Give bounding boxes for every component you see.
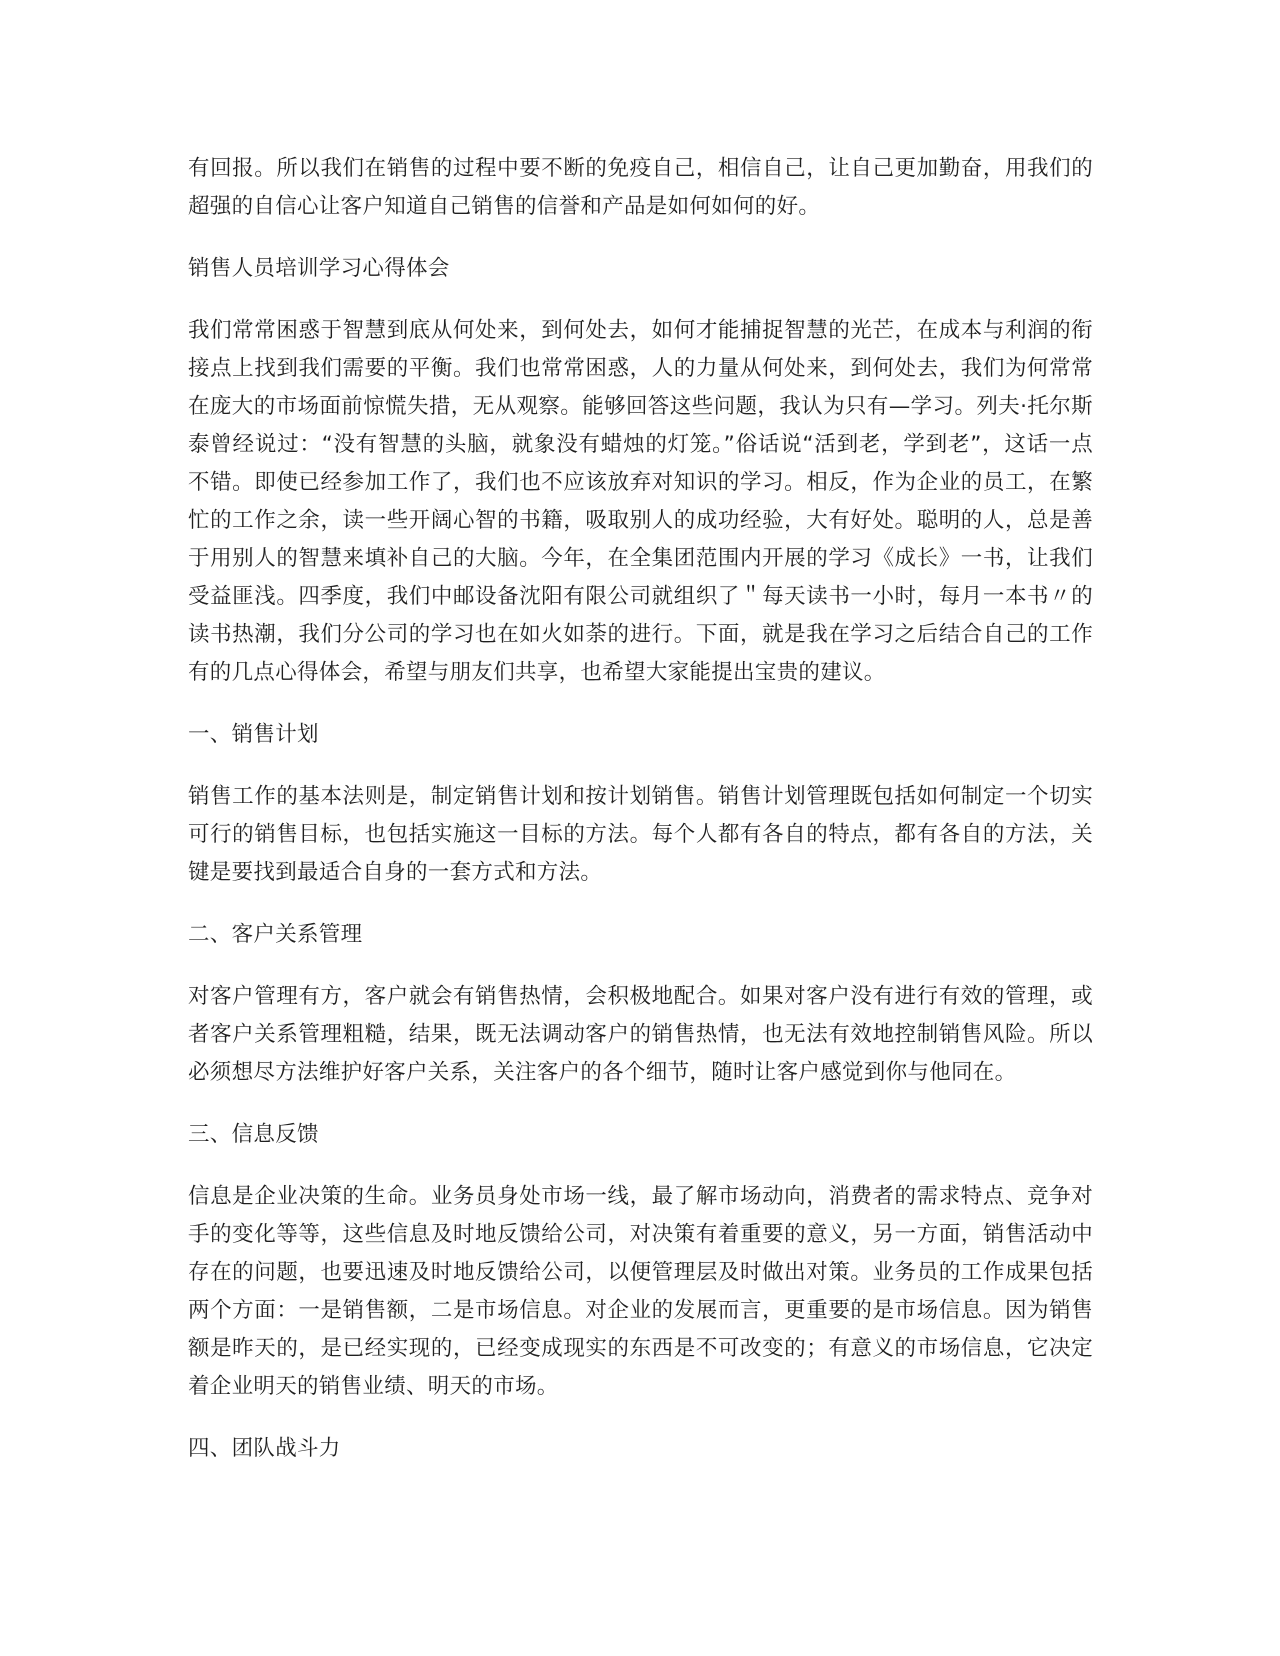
section-heading-team-strength: 四、团队战斗力 <box>188 1436 341 1461</box>
spacer <box>188 754 1093 778</box>
document-body <box>188 150 1093 1468</box>
section-heading-customer-relations: 二、客户关系管理 <box>188 922 363 947</box>
section-body-sales-plan: 销售工作的基本法则是，制定销售计划和按计划销售。销售计划管理既包括如何制定一个切实可行的销售目标，也包括实施这一目标的方法。每个人都有各自的特点，都有各自的方法，关键是要找到最适合自身的一套方式和方法。 <box>188 784 1093 885</box>
spacer <box>188 226 1093 250</box>
spacer <box>188 288 1093 312</box>
spacer <box>188 692 1093 716</box>
section-heading-info-feedback: 三、信息反馈 <box>188 1122 319 1147</box>
spacer <box>188 954 1093 978</box>
intro-paragraph: 有回报。所以我们在销售的过程中要不断的免疫自己，相信自己，让自己更加勤奋，用我们的超强的自信心让客户知道自己销售的信誉和产品是如何如何的好。 <box>188 156 1093 219</box>
spacer <box>188 1154 1093 1178</box>
article-title: 销售人员培训学习心得体会 <box>188 256 450 281</box>
spacer <box>188 892 1093 916</box>
section-body-customer-relations: 对客户管理有方，客户就会有销售热情，会积极地配合。如果对客户没有进行有效的管理，或者客户关系管理粗糙，结果，既无法调动客户的销售热情，也无法有效地控制销售风险。所以必须想尽方法维护好客户关系，关注客户的各个细节，随时让客户感觉到你与他同在。 <box>188 984 1093 1085</box>
spacer <box>188 1406 1093 1430</box>
section-heading-sales-plan: 一、销售计划 <box>188 722 319 747</box>
section-body-info-feedback: 信息是企业决策的生命。业务员身处市场一线，最了解市场动向，消费者的需求特点、竞争对手的变化等等，这些信息及时地反馈给公司，对决策有着重要的意义，另一方面，销售活动中存在的问题，也要迅速及时地反馈给公司，以便管理层及时做出对策。业务员的工作成果包括两个方面：一是销售额，二是市场信息。对企业的发展而言，更重要的是市场信息。因为销售额是昨天的，是已经实现的，已经变成现实的东西是不可改变的；有意义的市场信息，它决定着企业明天的销售业绩、明天的市场。 <box>188 1184 1093 1399</box>
opening-paragraph: 我们常常困惑于智慧到底从何处来，到何处去，如何才能捕捉智慧的光芒，在成本与利润的衔接点上找到我们需要的平衡。我们也常常困惑，人的力量从何处来，到何处去，我们为何常常在庞大的市场面前惊慌失措，无从观察。能够回答这些问题，我认为只有—学习。列夫·托尔斯泰曾经说过：“没有智慧的头脑，就象没有蜡烛的灯笼。”俗话说“活到老，学到老”，这话一点不错。即使已经参加工作了，我们也不应该放弃对知识的学习。相反，作为企业的员工，在繁忙的工作之余，读一些开阔心智的书籍，吸取别人的成功经验，大有好处。聪明的人，总是善于用别人的智慧来填补自己的大脑。今年，在全集团范围内开展的学习《成长》一书，让我们受益匪浅。四季度，我们中邮设备沈阳有限公司就组织了＂每天读书一小时，每月一本书〃的读书热潮，我们分公司的学习也在如火如荼的进行。下面，就是我在学习之后结合自己的工作有的几点心得体会，希望与朋友们共享，也希望大家能提出宝贵的建议。 <box>188 318 1093 685</box>
spacer <box>188 1092 1093 1116</box>
